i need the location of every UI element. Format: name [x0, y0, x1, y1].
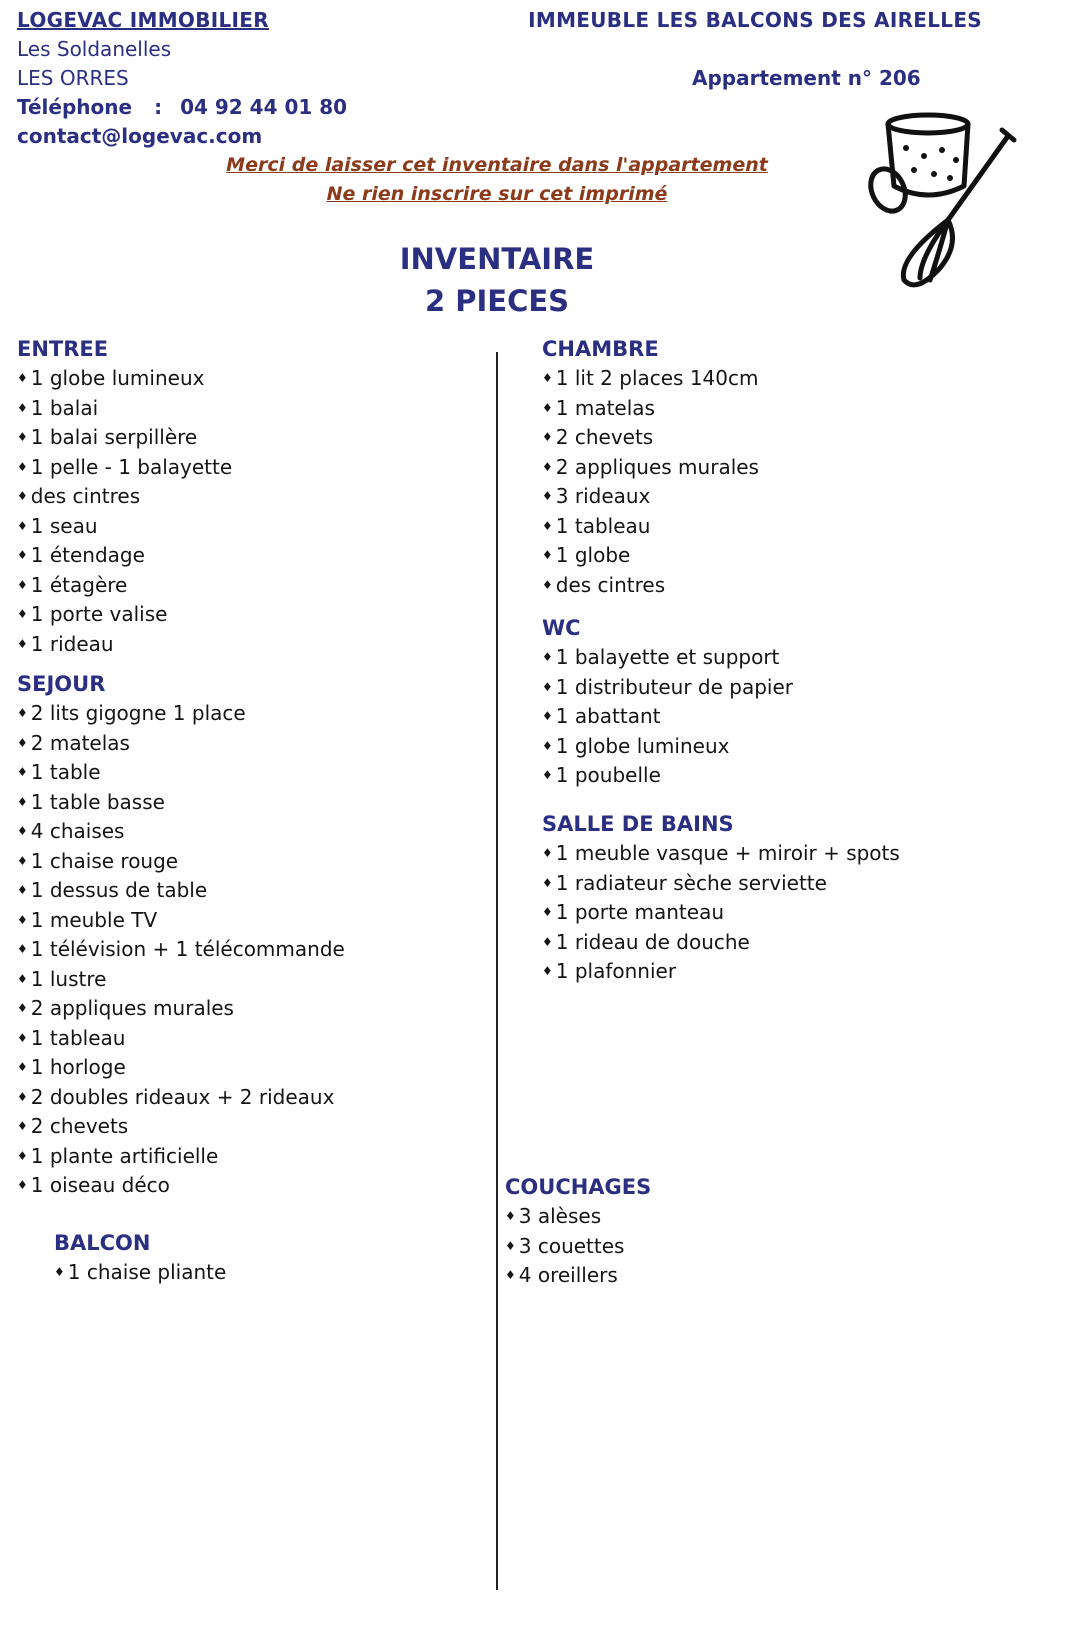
inventory-item: ♦ 1 dessus de table: [17, 876, 345, 906]
item-list-wc: [542, 643, 793, 791]
section-title-wc: WC: [542, 616, 581, 640]
inventory-item: ♦ 1 globe: [542, 541, 759, 571]
inventory-item: ♦ 3 couettes: [505, 1232, 651, 1262]
inventory-item: ♦ 1 globe lumineux: [542, 732, 793, 762]
inventory-item: ♦ 1 poubelle: [542, 761, 793, 791]
inventory-item: ♦ 1 globe lumineux: [17, 364, 232, 394]
inventory-item: ♦ 1 porte manteau: [542, 898, 900, 928]
inventory-item: ♦ 1 oiseau déco: [17, 1171, 345, 1201]
item-list-entree: [17, 364, 232, 659]
inventory-item: ♦ 1 rideau: [17, 630, 232, 660]
inventory-item: ♦ 4 oreillers: [505, 1261, 651, 1291]
inventory-item: ♦ 1 chaise rouge: [17, 847, 345, 877]
inventory-item: ♦ 2 chevets: [17, 1112, 345, 1142]
phone-number: 04 92 44 01 80: [180, 95, 348, 119]
phone-line: [17, 95, 347, 119]
section-title-entree: ENTREE: [17, 337, 109, 361]
section-balcon: [54, 1229, 226, 1288]
section-title-couchages: COUCHAGES: [505, 1175, 652, 1199]
inventory-item: ♦ 1 seau: [17, 512, 232, 542]
inventory-item: ♦ 1 pelle - 1 balayette: [17, 453, 232, 483]
inventory-item: ♦ 2 matelas: [17, 729, 345, 759]
inventory-item: ♦ 1 étagère: [17, 571, 232, 601]
notice-line-2: Ne rien inscrire sur cet imprimé: [326, 183, 668, 205]
page-subtitle: 2 PIECES: [424, 284, 570, 318]
inventory-item: ♦ 1 lit 2 places 140cm: [542, 364, 759, 394]
section-title-chambre: CHAMBRE: [542, 337, 659, 361]
inventory-item: ♦ 1 porte valise: [17, 600, 232, 630]
section-sejour: [17, 670, 345, 1201]
inventory-item: ♦ 3 alèses: [505, 1202, 651, 1232]
inventory-item: ♦ 1 télévision + 1 télécommande: [17, 935, 345, 965]
inventory-item: ♦ 1 rideau de douche: [542, 928, 900, 958]
section-title-sejour: SEJOUR: [17, 672, 106, 696]
apartment-number: Appartement n° 206: [692, 66, 921, 90]
inventory-item: ♦ 1 horloge: [17, 1053, 345, 1083]
column-divider: [496, 352, 498, 1590]
inventory-item: ♦ 1 plafonnier: [542, 957, 900, 987]
inventory-item: ♦ 1 lustre: [17, 965, 345, 995]
item-list-couchages: [505, 1202, 651, 1291]
inventory-item: ♦ 1 table: [17, 758, 345, 788]
inventory-item: ♦ 1 tableau: [542, 512, 759, 542]
inventory-item: ♦ 1 distributeur de papier: [542, 673, 793, 703]
inventory-item: ♦ 1 abattant: [542, 702, 793, 732]
inventory-item: ♦ 1 meuble vasque + miroir + spots: [542, 839, 900, 869]
address-line-2: LES ORRES: [17, 66, 129, 90]
inventory-item: ♦ 1 balai: [17, 394, 232, 424]
inventory-item: ♦ 1 chaise pliante: [54, 1258, 226, 1288]
inventory-item: ♦ 2 doubles rideaux + 2 rideaux: [17, 1083, 345, 1113]
inventory-item: ♦ 1 table basse: [17, 788, 345, 818]
inventory-item: ♦ 1 étendage: [17, 541, 232, 571]
section-entree: [17, 335, 232, 659]
item-list-sejour: [17, 699, 345, 1201]
inventory-item: ♦ 2 appliques murales: [542, 453, 759, 483]
inventory-item: ♦ 1 plante artificielle: [17, 1142, 345, 1172]
section-title-balcon: BALCON: [54, 1231, 151, 1255]
inventory-item: ♦ 1 balayette et support: [542, 643, 793, 673]
inventory-item: ♦ 1 radiateur sèche serviette: [542, 869, 900, 899]
section-couchages: [505, 1173, 651, 1291]
section-wc: [542, 614, 793, 791]
inventory-item: ♦ 1 matelas: [542, 394, 759, 424]
email-address: contact@logevac.com: [17, 124, 263, 148]
inventory-item: ♦ 4 chaises: [17, 817, 345, 847]
inventory-item: ♦ 1 balai serpillère: [17, 423, 232, 453]
address-line-1: Les Soldanelles: [17, 37, 172, 61]
page-title: INVENTAIRE: [399, 242, 595, 276]
inventory-item: ♦ 1 meuble TV: [17, 906, 345, 936]
item-list-balcon: [54, 1258, 226, 1288]
inventory-item: ♦ 2 lits gigogne 1 place: [17, 699, 345, 729]
phone-separator: :: [154, 95, 163, 119]
section-salle-de-bains: [542, 810, 900, 987]
inventory-item: ♦ 1 tableau: [17, 1024, 345, 1054]
inventory-item: ♦ 2 appliques murales: [17, 994, 345, 1024]
inventory-item: ♦ des cintres: [17, 482, 232, 512]
item-list-chambre: [542, 364, 759, 600]
agency-name: LOGEVAC IMMOBILIER: [17, 8, 269, 32]
inventory-item: ♦ 3 rideaux: [542, 482, 759, 512]
item-list-salle-de-bains: [542, 839, 900, 987]
measuring-cup-and-whisk-icon: [868, 108, 1028, 298]
section-chambre: [542, 335, 759, 600]
inventory-item: ♦ des cintres: [542, 571, 759, 601]
notice-line-1: Merci de laisser cet inventaire dans l'appartement: [226, 154, 768, 176]
inventory-item: ♦ 2 chevets: [542, 423, 759, 453]
building-name: IMMEUBLE LES BALCONS DES AIRELLES: [528, 8, 982, 32]
phone-label: Téléphone: [17, 95, 133, 119]
section-title-salle-de-bains: SALLE DE BAINS: [542, 812, 734, 836]
